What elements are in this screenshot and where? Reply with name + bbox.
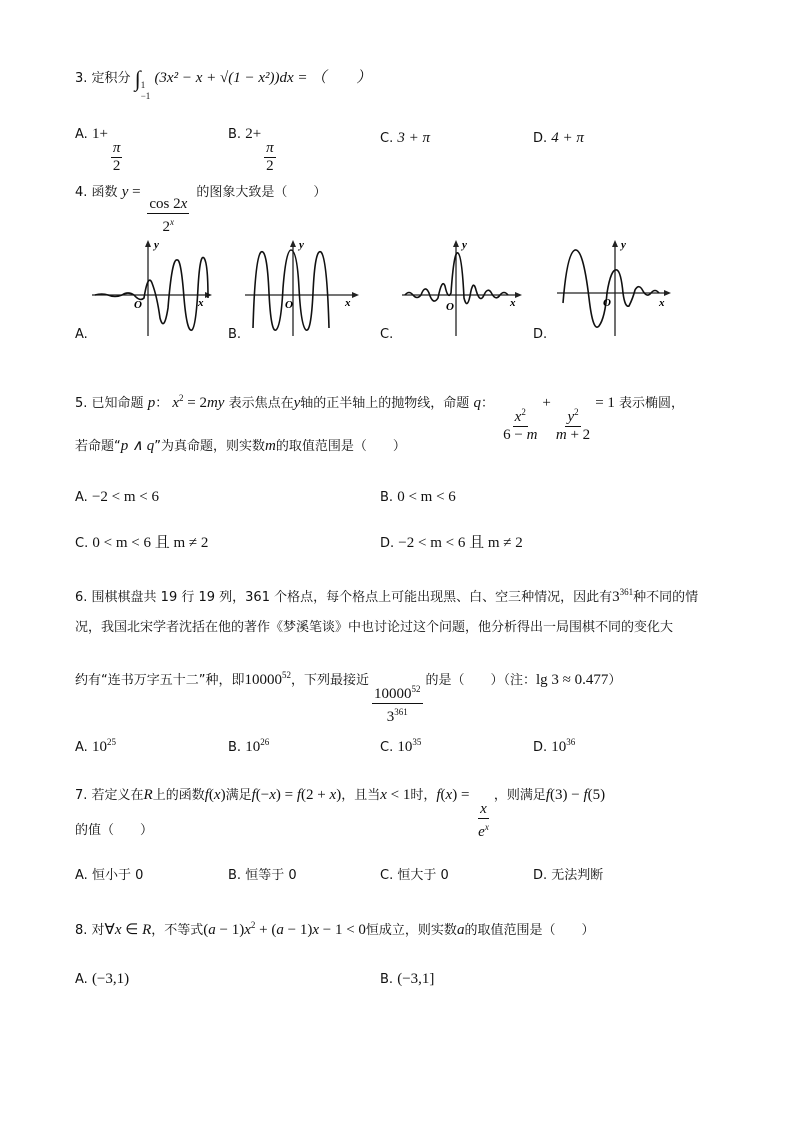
q3-option-b-value: 2+ $\frac{\pi}{2}$ [245,126,274,174]
q3-option-a-label: A. [75,127,88,142]
q8-option-b-value: (−3,1] [397,971,435,987]
q8-option-b[interactable] [380,969,434,990]
q4-option-b[interactable]: B. [228,327,242,342]
q6-note: lg 3 ≈ 0.477 [536,672,609,688]
q5-option-b[interactable] [380,487,456,508]
q5-option-c[interactable] [75,533,208,554]
q8-line1-d: 的取值范围是（ ） [464,923,595,938]
q5-option-c-label: C. [75,536,89,551]
q4-option-c[interactable]: C. [380,327,394,342]
q6-power: $3^{361}$ [612,587,634,605]
q4-graph-c-y-label: y [462,239,467,251]
q5-option-b-label: B. [380,490,394,505]
q7-symmetry: f(−x) = f(2 + x) [251,787,342,803]
q6-option-c-label: C. [380,740,394,755]
q7-definition: f(x) = $\frac{x}{e^x}$ [436,787,489,840]
q7-option-a[interactable] [75,866,143,886]
q8-option-b-label: B. [380,972,394,987]
q4-function: y = $\frac{\cos 2x}{2^x}$ [121,184,188,235]
q6-option-b-value: $10^{26}$ [245,737,270,755]
q3-option-c[interactable] [380,128,430,149]
q8-option-a[interactable] [75,969,129,990]
q5-p-and-q: p ∧ q [120,438,155,454]
q4-option-a[interactable]: A. [75,327,88,342]
q5-option-a[interactable] [75,487,159,508]
q6-option-b-label: B. [228,740,242,755]
q3-option-c-value: 3 + π [397,130,430,146]
q4-graph-d-y-label: y [621,239,626,251]
q7-line1-f: ，则满足 [493,788,546,803]
q3-integrand: (3x² − x + √(1 − x²))dx = （ ） [154,70,372,86]
q8-line1-c: 恒成立，则实数 [365,923,457,938]
q8-a: a [456,922,465,938]
q4-stem-prefix: 4. 函数 [75,185,118,200]
q4-graph-c [400,238,525,338]
q6-ratio: $\frac{10000^{52}}{3^{361}}$ [369,672,426,688]
q6-line1-tail: 种不同的情 [633,590,699,605]
q8-line1-b: ，不等式 [151,923,204,938]
q8-inequality: $(a - 1)x^2 + (a - 1)x - 1 < 0$ [203,920,366,938]
q8-line1 [75,915,594,941]
q4-graph-a-y-label: y [154,239,159,251]
q4-graph-a-x-label: x [198,297,204,309]
q5-option-d[interactable] [380,533,523,554]
q6-option-a-value: $10^{25}$ [91,737,116,755]
q6-line1 [75,582,698,608]
q6-line3-a: 约有“连书万字五十二”种，即 [75,673,245,688]
q5-ellipse: $\frac{x^2}{6 - m}$ + $\frac{y^2}{m + 2}$ = 1 [503,395,615,443]
q5-line1-d: 表示椭圆， [619,396,685,411]
q7-option-c[interactable] [380,866,449,886]
q7-option-c-label: C. [380,868,394,883]
q5-line2-a: 若命题“ [75,439,121,454]
q3-option-a-value: 1+ $\frac{\pi}{2}$ [91,126,121,174]
q6-option-d[interactable] [533,732,575,758]
q6-line3-c: 的是（ ）（注： [425,673,537,688]
q5-option-d-label: D. [380,536,395,551]
q5-option-d-value: −2 < m < 6 且 m ≠ 2 [398,535,523,551]
q5-line1-c: 轴的正半轴上的抛物线，命题 [300,396,470,411]
q6-option-b[interactable] [228,732,269,758]
q8-option-a-value: (−3,1) [91,971,130,987]
q5-line2 [75,436,406,457]
q7-fx: f(x) [204,787,226,803]
q5-q: q [473,395,481,411]
q6-line2: 况，我国北宋学者沈括在他的著作《梦溪笔谈》中也讨论过这个问题，他分析得出一局围棋不同的变化大 [75,620,674,635]
q5-option-c-value: 0 < m < 6 且 m ≠ 2 [92,535,209,551]
q7-option-b-value: 恒等于 0 [245,868,297,883]
q7-line1-e: 时， [410,788,437,803]
q4-graph-c-x-label: x [510,297,516,309]
q6-option-d-label: D. [533,740,548,755]
q3-option-b-label: B. [228,127,242,142]
q8-line1-a: 8. 对 [75,923,105,938]
q7-option-d[interactable] [533,866,603,886]
q5-line2-c: 的取值范围是（ ） [275,439,406,454]
q3-option-c-label: C. [380,131,394,146]
q3-option-d[interactable] [533,128,584,149]
q5-option-a-label: A. [75,490,88,505]
q6-option-a-label: A. [75,740,88,755]
q5-option-a-value: −2 < m < 6 [91,489,159,505]
q7-condition: x < 1 [380,787,411,803]
q4-option-d[interactable]: D. [533,327,548,342]
q4-graph-c-origin: O [446,301,454,313]
q3-option-d-label: D. [533,131,548,146]
q7-option-d-value: 无法判断 [551,868,604,883]
q3-option-a[interactable] [75,124,125,175]
q4-graph-a-origin: O [134,299,142,311]
q7-line1-b: 上的函数 [152,788,205,803]
q7-line2: 的值（ ） [75,823,154,838]
q6-line1-text: 6. 围棋棋盘共 19 行 19 列，361 个格点，每个格点上可能出现黑、白、空三种情况，因此有 [75,590,613,605]
q3-stem [75,68,371,102]
q7-difference: f(3) − f(5) [545,787,606,803]
q4-graph-b-origin: O [285,299,293,311]
q4-stem [75,182,326,236]
q4-graph-d [555,238,680,338]
q7-option-d-label: D. [533,868,548,883]
q6-option-a[interactable] [75,732,116,758]
q8-option-a-label: A. [75,972,88,987]
q7-option-c-value: 恒大于 0 [397,868,449,883]
q7-line1-c: 满足 [225,788,252,803]
q7-option-b[interactable] [228,866,297,886]
q7-option-a-label: A. [75,868,88,883]
q4-graph-d-x-label: x [659,297,665,309]
q6-option-d-value: $10^{36}$ [551,737,576,755]
q4-graph-b [243,238,368,338]
q3-stem-prefix: 3. 定积分 [75,71,131,86]
q5-line1-a: 5. 已知命题 [75,396,144,411]
q7-line1-a: 7. 若定义在 [75,788,144,803]
q5-y: y [293,395,301,411]
q4-graph-b-x-label: x [345,297,351,309]
q5-line1-b: 表示焦点在 [228,396,294,411]
q5-line2-b: ”为真命题，则实数 [154,439,265,454]
q5-parabola: $x^2 = 2my$ [172,393,225,411]
q3-integral-bounds: 1 −1 [140,80,151,101]
q5-line1: 5. 已知命题 p： $x^2 = 2my$ 表示焦点在y轴的正半轴上的抛物线，命题 q： $\frac{x^2}{6 - m}$ + $\frac{y^2}{m + 2}$ = 1 表示椭圆， [75,393,685,443]
q4-graph-a [90,238,215,338]
q3-integral-sign: ∫ [134,66,141,91]
q7-line1 [75,785,605,841]
q8-quantifier: ∀x ∈ R [104,922,152,938]
q7-option-a-value: 恒小于 0 [91,868,144,883]
q6-option-c-value: $10^{35}$ [397,737,422,755]
q4-graph-d-origin: O [603,297,611,309]
q4-graph-b-y-label: y [299,239,304,251]
q7-option-b-label: B. [228,868,242,883]
q6-line3 [75,665,621,726]
q6-line3-d: ） [608,673,622,688]
q7-line1-d: ，且当 [341,788,381,803]
q5-p: p [147,395,156,411]
q4-stem-suffix: 的图象大致是（ ） [196,185,327,200]
q6-big-number: 10000$^{52}$ [244,670,291,688]
q5-option-b-value: 0 < m < 6 [397,489,456,505]
q7-R: R [143,787,153,803]
q6-line3-b: ，下列最接近 [290,673,369,688]
q6-option-c[interactable] [380,732,421,758]
q3-option-d-value: 4 + π [551,130,584,146]
q5-m: m [264,438,276,454]
q3-option-b[interactable] [228,124,279,175]
